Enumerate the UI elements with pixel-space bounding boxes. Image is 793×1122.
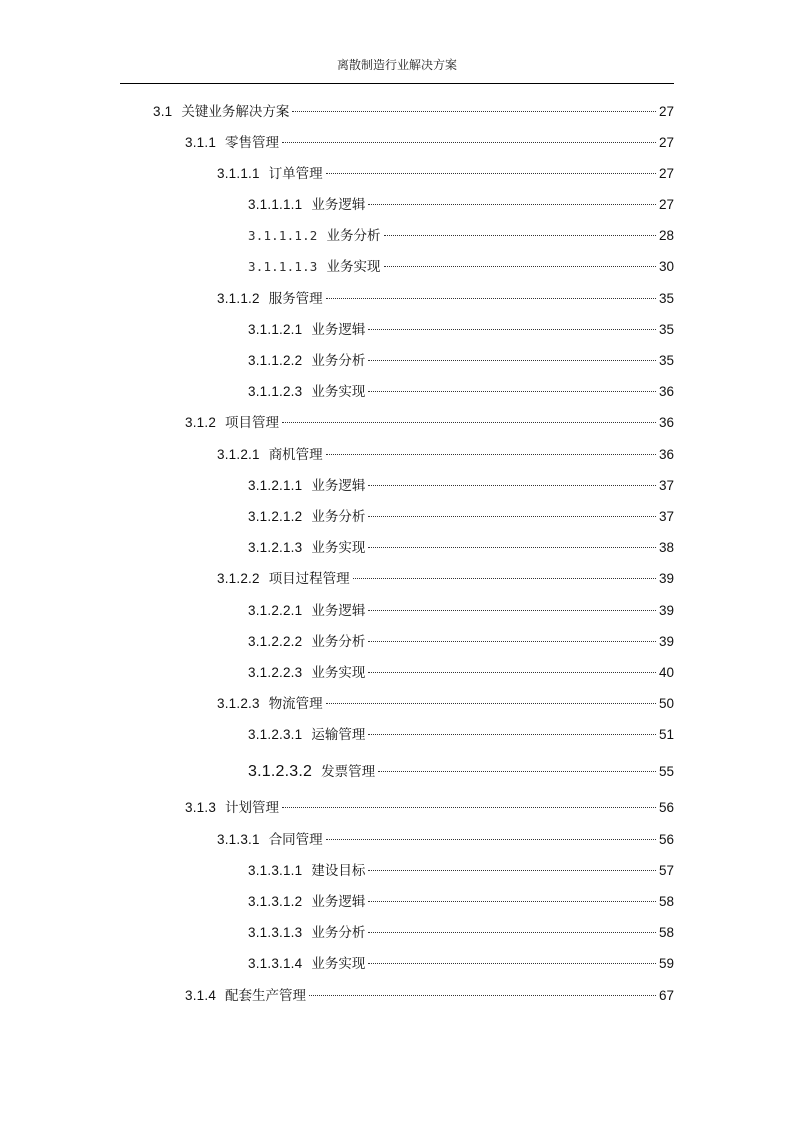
toc-entry-page: 67	[658, 988, 674, 1003]
toc-entry-page: 59	[658, 956, 674, 971]
dot-leader	[384, 235, 656, 236]
toc-entry[interactable]	[185, 797, 674, 819]
toc-entry-number: 3.1.2.1.2	[248, 509, 303, 524]
toc-entry-title: 合同管理	[268, 832, 323, 848]
toc-entry[interactable]	[248, 537, 674, 559]
toc-entry[interactable]	[248, 319, 674, 341]
toc-entry-number: 3.1.1.1.1	[248, 197, 303, 212]
toc-entry-page: 36	[658, 384, 674, 399]
toc-entry[interactable]	[248, 256, 674, 278]
toc-entry-page: 28	[658, 228, 674, 243]
toc-entry-number: 3.1.1.1.3	[248, 259, 318, 274]
toc-entry-title: 业务逻辑	[311, 478, 366, 494]
toc-entry-number: 3.1.1.2.3	[248, 384, 303, 399]
dot-leader	[282, 807, 656, 808]
toc-entry[interactable]	[248, 194, 674, 216]
dot-leader	[326, 173, 656, 174]
toc-entry-page: 58	[658, 925, 674, 940]
toc-entry-title: 业务逻辑	[311, 197, 366, 213]
toc-entry[interactable]	[217, 444, 674, 466]
toc-entry[interactable]	[248, 600, 674, 622]
toc-entry-page: 57	[658, 863, 674, 878]
toc-entry-number: 3.1.1.1	[217, 166, 260, 181]
toc-entry-number: 3.1.2	[185, 415, 217, 430]
dot-leader	[326, 298, 656, 299]
toc-entry-number: 3.1.2.1.1	[248, 478, 303, 493]
toc-entry-title: 业务实现	[326, 259, 381, 275]
toc-entry-title: 关键业务解决方案	[181, 104, 290, 120]
toc-entry-number: 3.1.3.1.1	[248, 863, 303, 878]
toc-entry-title: 计划管理	[225, 800, 280, 816]
toc-entry[interactable]	[248, 724, 674, 746]
toc-entry-number: 3.1.1.2.1	[248, 322, 303, 337]
page-header-title: 离散制造行业解决方案	[336, 58, 457, 72]
toc-entry-number: 3.1.4	[185, 988, 217, 1003]
toc-entry-page: 35	[658, 353, 674, 368]
toc-entry-page: 50	[658, 696, 674, 711]
toc-entry-page: 27	[658, 166, 674, 181]
toc-entry-page: 40	[658, 665, 674, 680]
dot-leader	[326, 839, 656, 840]
toc-entry[interactable]	[217, 568, 674, 590]
toc-entry-page: 36	[658, 447, 674, 462]
dot-leader	[368, 547, 656, 548]
dot-leader	[368, 360, 656, 361]
toc-entry-title: 业务逻辑	[311, 894, 366, 910]
toc-entry[interactable]	[217, 693, 674, 715]
toc-entry-number: 3.1.1.2.2	[248, 353, 303, 368]
toc-entry-title: 业务分析	[311, 925, 366, 941]
toc-entry-title: 业务实现	[311, 956, 366, 972]
toc-entry[interactable]	[217, 829, 674, 851]
dot-leader	[292, 111, 656, 112]
toc-entry-page: 58	[658, 894, 674, 909]
dot-leader	[368, 516, 656, 517]
toc-entry-page: 27	[658, 135, 674, 150]
dot-leader	[368, 932, 656, 933]
toc-entry-page: 27	[658, 104, 674, 119]
dot-leader	[282, 142, 656, 143]
dot-leader	[368, 329, 656, 330]
toc-entry-title: 业务逻辑	[311, 603, 366, 619]
dot-leader	[326, 454, 656, 455]
toc-entry[interactable]	[217, 163, 674, 185]
toc-entry-title: 业务分析	[311, 353, 366, 369]
toc-entry[interactable]	[248, 475, 674, 497]
toc-entry[interactable]	[185, 412, 674, 434]
toc-entry-number: 3.1.3	[185, 800, 217, 815]
dot-leader	[368, 672, 656, 673]
toc-entry-number: 3.1.2.3.1	[248, 727, 303, 742]
toc-entry-number: 3.1.2.2	[217, 571, 260, 586]
toc-entry[interactable]	[248, 953, 674, 975]
toc-entry-title: 物流管理	[268, 696, 323, 712]
toc-entry-page: 38	[658, 540, 674, 555]
toc-entry-page: 55	[658, 764, 674, 779]
dot-leader	[368, 963, 656, 964]
toc-entry-title: 业务分析	[326, 228, 381, 244]
toc-entry[interactable]	[248, 761, 674, 783]
dot-leader	[368, 391, 656, 392]
dot-leader	[378, 771, 656, 772]
toc-entry-page: 35	[658, 291, 674, 306]
toc-entry-title: 商机管理	[268, 447, 323, 463]
toc-entry[interactable]	[248, 381, 674, 403]
toc-entry-page: 39	[658, 634, 674, 649]
toc-entry[interactable]	[248, 506, 674, 528]
toc-entry[interactable]	[248, 860, 674, 882]
toc-entry-number: 3.1.2.1	[217, 447, 260, 462]
toc-entry-number: 3.1.2.2.3	[248, 665, 303, 680]
toc-entry-title: 建设目标	[311, 863, 366, 879]
toc-entry[interactable]	[153, 101, 674, 123]
toc-entry[interactable]	[248, 350, 674, 372]
toc-entry-page: 27	[658, 197, 674, 212]
toc-entry[interactable]	[217, 288, 674, 310]
toc-entry-number: 3.1.3.1.2	[248, 894, 303, 909]
toc-entry-page: 37	[658, 509, 674, 524]
toc-entry-title: 业务逻辑	[311, 322, 366, 338]
dot-leader	[309, 995, 656, 996]
dot-leader	[368, 610, 656, 611]
toc-entry-number: 3.1.3.1.3	[248, 925, 303, 940]
toc-entry-page: 35	[658, 322, 674, 337]
toc-entry-page: 39	[658, 603, 674, 618]
toc-entry-number: 3.1.2.3.2	[248, 763, 313, 780]
toc-entry-number: 3.1	[153, 104, 173, 119]
toc-entry-title: 配套生产管理	[225, 988, 307, 1004]
dot-leader	[368, 734, 656, 735]
toc-entry-title: 发票管理	[321, 764, 376, 780]
toc-entry-title: 运输管理	[311, 727, 366, 743]
toc-entry-title: 业务分析	[311, 509, 366, 525]
toc-entry-page: 56	[658, 800, 674, 815]
dot-leader	[368, 204, 656, 205]
dot-leader	[368, 485, 656, 486]
toc-entry-title: 零售管理	[225, 135, 280, 151]
toc-entry-title: 订单管理	[268, 166, 323, 182]
dot-leader	[368, 901, 656, 902]
toc-entry-page: 56	[658, 832, 674, 847]
dot-leader	[368, 641, 656, 642]
dot-leader	[282, 422, 656, 423]
toc-entry-number: 3.1.2.2.2	[248, 634, 303, 649]
toc-entry[interactable]	[185, 132, 674, 154]
toc-entry-number: 3.1.3.1	[217, 832, 260, 847]
dot-leader	[384, 266, 656, 267]
toc-entry-number: 3.1.2.1.3	[248, 540, 303, 555]
toc-entry-number: 3.1.1.2	[217, 291, 260, 306]
toc-entry-title: 项目过程管理	[268, 571, 350, 587]
toc-entry-title: 业务分析	[311, 634, 366, 650]
toc-entry[interactable]	[248, 662, 674, 684]
dot-leader	[326, 703, 656, 704]
toc-entry[interactable]	[248, 891, 674, 913]
dot-leader	[368, 870, 656, 871]
toc-entry-title: 服务管理	[268, 291, 323, 307]
toc-entry-number: 3.1.2.3	[217, 696, 260, 711]
dot-leader	[353, 578, 656, 579]
toc-entry-page: 37	[658, 478, 674, 493]
toc-entry-title: 项目管理	[225, 415, 280, 431]
toc-entry[interactable]	[185, 985, 674, 1007]
toc-entry[interactable]	[248, 225, 674, 247]
toc-entry[interactable]	[248, 631, 674, 653]
toc-entry-page: 30	[658, 259, 674, 274]
toc-entry-title: 业务实现	[311, 384, 366, 400]
toc-entry-page: 51	[658, 727, 674, 742]
toc-entry-number: 3.1.3.1.4	[248, 956, 303, 971]
toc-entry-number: 3.1.1	[185, 135, 217, 150]
toc-entry-title: 业务实现	[311, 665, 366, 681]
toc-entry-page: 39	[658, 571, 674, 586]
toc-entry-number: 3.1.2.2.1	[248, 603, 303, 618]
toc-entry-title: 业务实现	[311, 540, 366, 556]
toc-entry-number: 3.1.1.1.2	[248, 228, 318, 243]
toc-entry-page: 36	[658, 415, 674, 430]
toc-entry[interactable]	[248, 922, 674, 944]
